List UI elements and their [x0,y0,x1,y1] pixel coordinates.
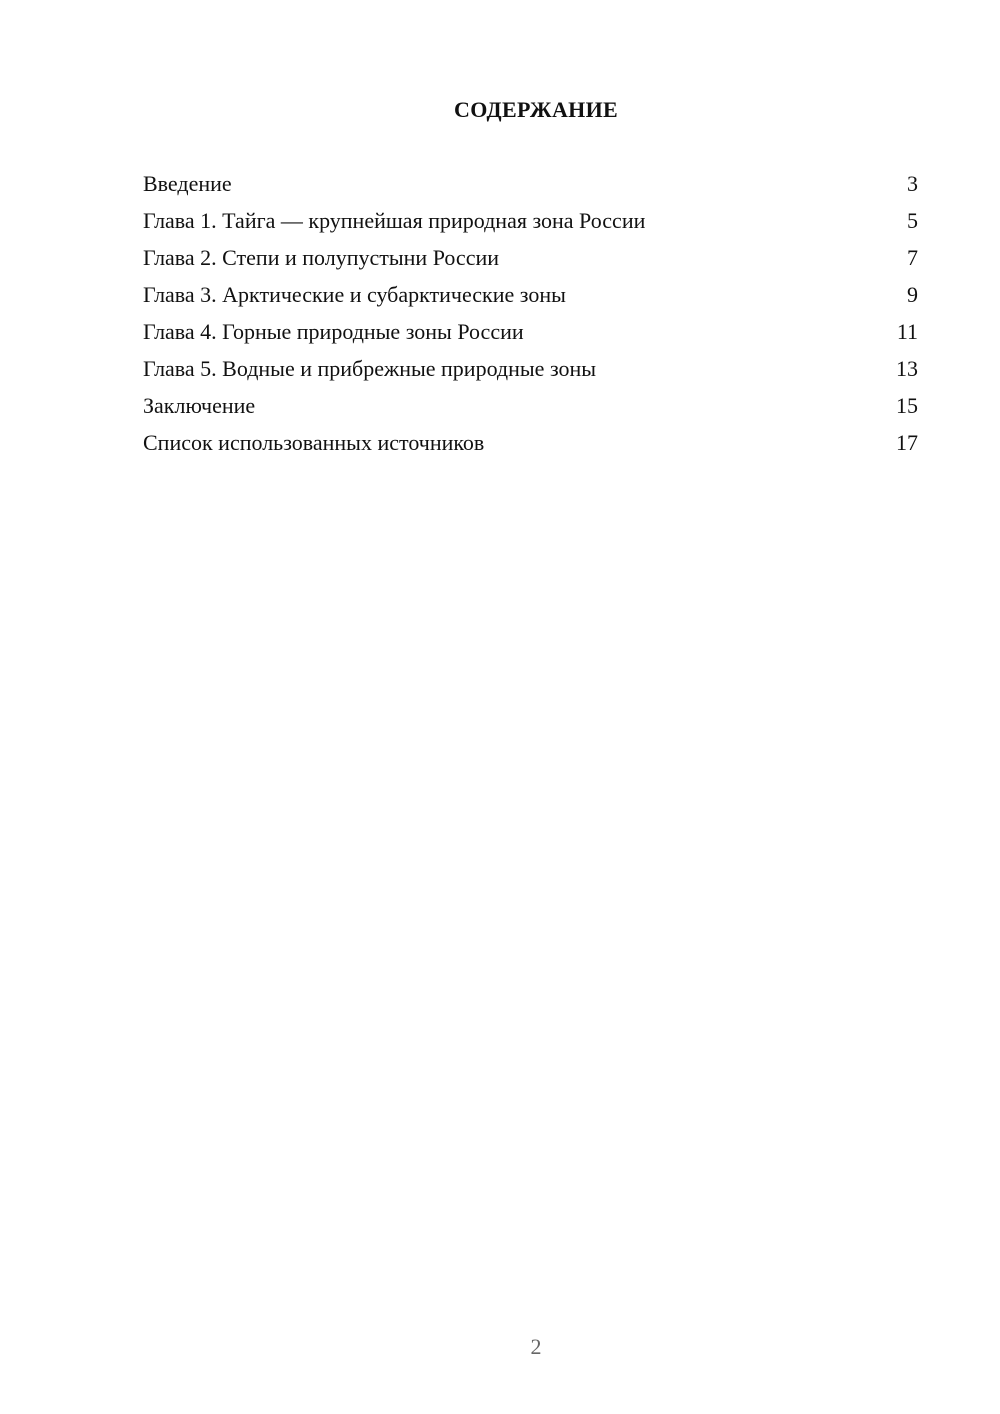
toc-item-chapter-3 [143,280,918,317]
toc-item-label: Глава 4. Горные природные зоны России [143,319,524,344]
toc-item-chapter-4 [143,317,918,354]
page-number: 2 [530,1334,542,1359]
toc-item-page: 15 [896,393,918,418]
toc-item-label: Глава 2. Степи и полупустыни России [143,245,500,270]
toc-item-introduction [143,169,918,206]
toc-item-label: Список использованных источников [143,430,485,455]
toc-item-page: 13 [896,356,918,381]
table-of-contents [143,169,918,465]
toc-item-label: Введение [143,171,232,196]
toc-item-page: 11 [896,319,918,344]
toc-item-page: 7 [907,245,918,270]
toc-item-references [143,428,918,465]
toc-item-chapter-1 [143,206,918,243]
toc-item-page: 9 [907,282,918,307]
toc-item-page: 3 [907,171,918,196]
toc-item-label: Глава 1. Тайга — крупнейшая природная зона России [143,208,646,233]
toc-item-label: Глава 5. Водные и прибрежные природные зоны [143,356,597,381]
toc-item-label: Заключение [143,393,256,418]
toc-item-chapter-2 [143,243,918,280]
page-title: СОДЕРЖАНИЕ [454,97,618,122]
toc-item-page: 5 [907,208,918,233]
toc-item-conclusion [143,391,918,428]
toc-item-page: 17 [896,430,918,455]
toc-item-chapter-5 [143,354,918,391]
toc-item-label: Глава 3. Арктические и субарктические зоны [143,282,566,307]
